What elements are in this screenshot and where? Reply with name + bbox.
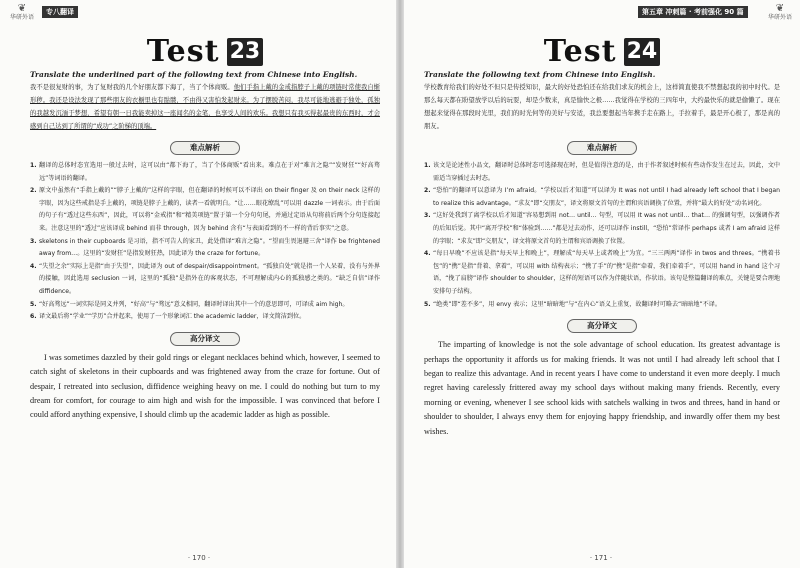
note-item [30, 299, 380, 312]
test-word: Test [146, 34, 220, 69]
logo-icon: ❦ [17, 3, 27, 14]
chinese-passage: 学校教育给我们的好处不但只是传授知识，最大的好处恐怕还在给我们求友的机会上，这样简直使我不禁想起我的初中时代。是那么每天都在盼望放学以后的玩耍，却是少数来，真是愉快之极……我觉得在学校的三四年中，大约最快乐的就是偷懒了。现在想起来觉得在那段时光里，我们的时光何等的美好与安适，我总要想起当年携手走在路上，手拉着手，最是开心极了，那是真的朋友。 [424, 84, 780, 130]
publisher-logo [766, 4, 794, 26]
note-number: 5. [424, 300, 431, 308]
note-number: 3. [424, 212, 431, 220]
note-text: “每日早晚”不应该是指“每天早上和晚上”，理解成“每天早上或者晚上”为宜。“三三两两”译作 in twos and threes。“携着书包”的“携”是指“背着、拿着”，可以用 with 结构表示；“携了手”的“携”是指“牵着，我们牵着手”，可以用 hand in hand 这个习语，“挽了肩膀”译作 shoulder to shoulder，这样的短语可以作为伴随状语，作状语。该句是整篇翻译的难点，关键是要合理地安排句子结构。 [433, 250, 780, 295]
logo-text: 华研外语 [767, 14, 792, 21]
note-item [30, 185, 380, 235]
note-text: “恐怕”的翻译可以意译为 I’m afraid。“学校以后才知道”可以译为 It was not until I had already left school that I began to realize this advantage。“求友”即“交朋友”，译文将原文首句的主谓和宾语调换了位置，并将“最大的好处”动名词化。 [433, 187, 780, 207]
note-item [424, 248, 780, 298]
left-page [0, 0, 398, 568]
test-number: 23 [227, 38, 264, 66]
note-text: “绝类”即“差不多”，用 envy 表示；这里“暗暗地”与“在内心”语义上重复，故翻译时可略去“暗暗地”不译。 [433, 300, 721, 308]
note-text: “好高骛远”一词实际是同义并列，“好高”与“骛远”意义相同，翻译时译出其中一个的意思即可，可译成 aim high。 [39, 300, 349, 308]
passage-intro: 我不是很复财的事，为了复财我的几个好朋友都下海了，当了个体商贩。 [30, 84, 234, 91]
note-number: 2. [424, 187, 431, 195]
note-number: 2. [30, 187, 37, 195]
note-number: 1. [30, 162, 37, 169]
note-number: 4. [424, 250, 431, 258]
note-text: “失望之余”实际上是指“由于失望”，因此译为 out of despair/disappointment。“孤独自处”就是指一个人呆着，没有与外界的接触，因此选用 seclusion 一词，这里的“孤独”是指外在的客观状态，不可理解成内心的孤独感之类的。“缺乏自信”译作 diffidence。 [39, 262, 380, 295]
test-title [30, 34, 380, 68]
note-number: 6. [30, 313, 37, 321]
instruction: Translate the following text from Chinese into English. [424, 70, 656, 79]
note-item [30, 311, 380, 324]
passage-underlined: 他们手指上戴的金戒指脖子上戴的项链时常使我自惭形秽。我还是设法发现了那些朋友的衣橱里也有骷髅，不由得又害怕发起财来。为了摆脱苦闷，我尽可能地逃避于独处，孤独的我越发沉湎于梦想，希望有朝一日我能卖掉这一座闻名的金笔，也享受人间的欢乐。我想只有我买得起最贵的东西时，才会感到自己达到了所谓的“成功”之阶梯的顶端。 [30, 84, 381, 130]
note-number: 1. [424, 162, 431, 169]
notes-list [30, 160, 380, 324]
note-text: 原文中虽然有“手指上戴的”“脖子上戴的”这样的字眼，但在翻译的时候可以不译出 on their finger 及 on their neck 这样的字眼，因为这些戒指是手上戴的，项链是脖子上戴的，读者一看就明白。“让……眼花缭乱”可以用 dazzle 一词表示。由于后面的句子有“透过这些东西”，因此，可以将“金戒指”和“精美项链”置于第一个分句句尾，并通过定语从句将前后两个分句连接起来。注意这里的“透过”应该译成 behind 而非 through，因为 behind 含有“与表面看到的不一样的背后事实”之意。 [39, 187, 380, 232]
test-title [424, 34, 780, 68]
note-item [424, 299, 780, 312]
right-page [402, 0, 800, 568]
note-number: 5. [30, 300, 37, 308]
english-translation: I was sometimes dazzled by their gold rings or elegant necklaces behind which, however, I seemed to catch sight of skeletons in their cupboards and was frightened away from the craze for fortune. Out of despair, I retreated into seclusion, diffidence weighing heavy on me. I could do nothing but turn to my dream for comfort, for courage to aim high and wish for the impossible. I was convinced that before I could afford anything expensive, I should climb up the academic ladder as high as possible. [30, 352, 380, 420]
note-text: skeletons in their cupboards 是习语，指不可告人的家丑，此处借译“难言之隐”。“望而生畏退避三舍”译作 be frightened away from…。这里的“发财狂”是指发财狂热，因此译为 the craze for fortune。 [39, 237, 380, 258]
note-text: 该文是论述性小品文，翻译时总体时态可选择现在时，但是值得注意的是，由于作者叙述时候有些动作发生在过去，因此，文中需适当穿插过去时态。 [433, 162, 780, 182]
publisher-logo [8, 4, 36, 26]
note-item [30, 236, 380, 261]
notes-heading: 难点解析 [567, 141, 637, 155]
note-item [424, 185, 780, 210]
notes-heading: 难点解析 [170, 141, 240, 155]
chinese-passage [30, 81, 380, 133]
instruction: Translate the underlined part of the following text from Chinese into English. [30, 70, 358, 79]
note-number: 3. [30, 237, 37, 245]
logo-text: 华研外语 [9, 14, 34, 21]
page-number: · 170 · [187, 554, 211, 562]
chapter-tag: 第五章 冲刺篇 · 考前强化 90 篇 [638, 6, 748, 18]
translation-heading: 高分译文 [567, 319, 637, 333]
logo-icon: ❦ [775, 3, 785, 14]
chapter-tag: 专八翻译 [42, 6, 78, 18]
test-number: 24 [624, 38, 661, 66]
note-item [30, 261, 380, 299]
note-item [424, 160, 780, 185]
note-text: 译文最后将“学业”“学历”合并起来，使用了一个形象词汇 the academic ladder，译文简洁到位。 [39, 313, 306, 321]
english-translation: The imparting of knowledge is not the sole advantage of school education. Its greatest advantage is perhaps the opportunity it affords us for making friends. It was not until I had already left school that I began to realize this advantage. And in recent years I have come to understand it even more deeply. I much regret having carelessly frittered away my school days without making many friends. Recently, every morning or evening, whenever I see school kids with satchels walking in twos and threes, hand in hand or shoulder to shoulder, I always envy them for enjoying happy friendship, and inwardly offer them my best wishes. [424, 340, 780, 436]
test-word: Test [543, 34, 617, 69]
note-text: “这好处我到了离学校以后才知道”容易想到用 not… until… 句型，可以用 It was not until… that… 的强调句型，以强调作者的后知后觉。其中“离开学校”和“体验到……”都是过去动作，还可以译作 instill，“恐怕”常译作 perhaps 或者 I am afraid 这样的字眼；“求友”即“交朋友”，译文将原文首句的主谓和宾语调换了位置。 [433, 212, 780, 245]
translation-heading: 高分译文 [170, 332, 240, 346]
note-text: 翻译的总体时态宜选用一般过去时，这可以由“都下海了，当了个体商贩”看出来。难点在于对“难言之隐”“发财狂”“好高骛远”等词语的翻译。 [39, 162, 380, 182]
notes-list [424, 160, 780, 311]
note-item [424, 210, 780, 248]
note-number: 4. [30, 262, 37, 270]
note-item [30, 160, 380, 185]
page-number: · 171 · [589, 554, 613, 562]
